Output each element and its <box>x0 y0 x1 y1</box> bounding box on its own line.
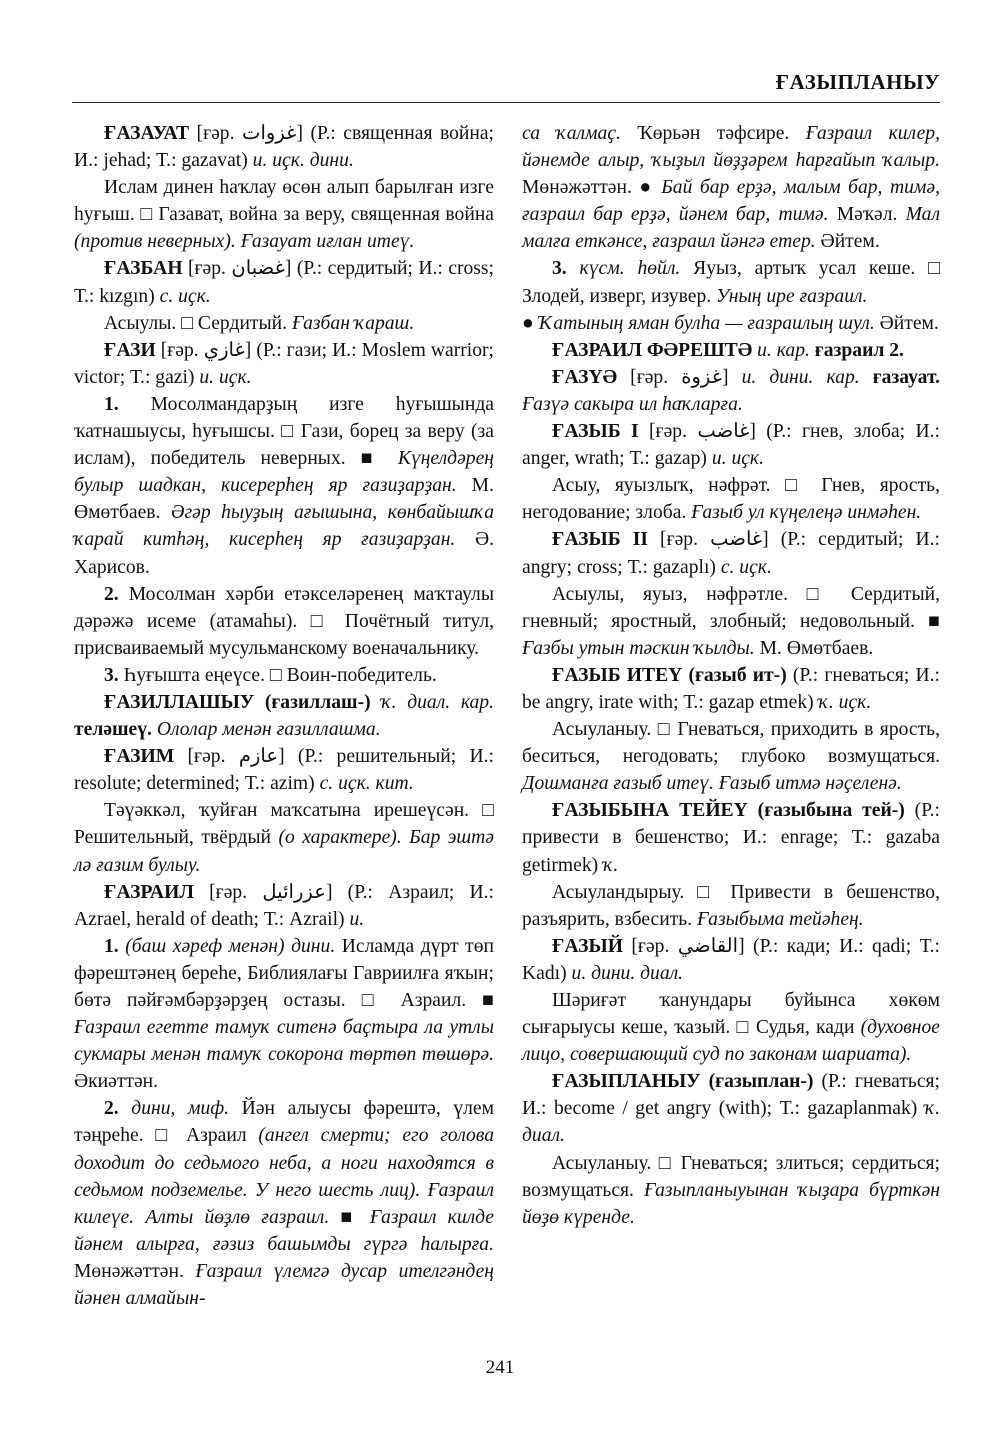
arabic-etymon: عزرائيل <box>262 881 326 903</box>
example: Әгәр һыуҙың ағышына, көнбайышҡа ҡарай китһәң, кисерһең яр ғазиҙарҙан. <box>74 502 494 551</box>
entry-gazrail-fereshte <box>522 337 940 364</box>
arabic-etymon: غاضب <box>697 421 750 443</box>
arabic-etymon: غاضب <box>710 529 763 551</box>
cross-reference: ғазауат. <box>859 366 940 388</box>
example: Күңелдәрең булыр шадкан, кисерерһең яр ғазиҙарҙан. <box>74 448 494 497</box>
headword: ҒАЗРАИЛ <box>104 881 194 903</box>
grammar-label: күсм. һөйл. <box>566 258 681 280</box>
entry-gazybyna-teyeu: ҒАЗЫБЫНА ТЕЙЕҮ (ғазыбына тей-) (Р.: привести в бешенство; И.: enrage; Т.: gazaba getirmek) ҡ. <box>522 800 940 876</box>
example: Ғазраил килер, йәнемде алыр, ҡыҙыл йөҙҙәрем һарғайып ҡалыр. <box>522 123 940 172</box>
example: Ғазраил егетте тамуҡ ситенә баҫтыра ла утлы сукмары менән тамуҡ сокорона төртөп төшөрә. <box>74 1017 494 1066</box>
grammar-label: и. иҫк. дини. <box>252 150 354 172</box>
cross-reference: ғазраил 2. <box>809 339 904 361</box>
sense-2: 2. Мосолман хәрби етәкселәренең маҡтаулы дәрәжә исеме (атамаһы). □ Почётный титул, присваиваемый мусульманскому военачальнику. <box>74 583 494 659</box>
square-bullet-icon: ■ <box>482 990 494 1011</box>
arabic-etymon: القاضي <box>677 935 739 957</box>
grammar-label: и. кар. <box>752 339 810 361</box>
entry-gazyplanyu: ҒАЗЫПЛАНЫУ (ғазыплан-) (Р.: гневаться; И.: become / get angry (with); Т.: gazaplanmak) ҡ. диал. <box>522 1071 940 1147</box>
right-column <box>522 120 940 1231</box>
arabic-etymon: غازي <box>203 339 245 361</box>
example: Бар эштә лә ғазим булыу. <box>74 827 494 876</box>
round-bullet-icon: ● <box>639 177 654 199</box>
headword: ҒАЗЫБЫНА ТЕЙЕҮ (ғазыбына тей-) <box>552 800 905 822</box>
definition: Асыуландырыу. □ Привести в бешенство, разъярить, взбесить. Ғазыбыма тейәһең. <box>522 881 940 930</box>
headword: ҒАЗЫПЛАНЫУ (ғазыплан-) <box>552 1071 814 1093</box>
entry-gazyb-2: ҒАЗЫБ II [ғәр. غاضب] (Р.: сердитый; И.: angry; cross; Т.: gazaplı) с. иҫк. <box>522 529 940 578</box>
source: Мөнәжәттән. <box>522 177 640 199</box>
sense-1: 1. Мосолмандарҙың изге һуғышында ҡатнашыусы, һуғышсы. □ Гази, борец за веру (за ислам), победитель неверных. ■ Күңелдәрең булыр шадкан, кисерерһең яр ғазиҙарҙан. М. Өмөтбаев. Әгәр һыуҙың ағышына, көнбайышҡа ҡарай китһәң, кисерһең яр ғазиҙарҙан. Ә. Харисов. <box>74 393 494 578</box>
square-bullet-icon: ■ <box>340 1206 359 1228</box>
definition: Шәриғәт ҡанундары буйынса хөкөм сығарыусы кеше, ҡазый. □ Судья, кади (духовное лицо, совершающий суд по законам шариата). <box>522 990 940 1066</box>
definition: Асыулы, яуыз, нәфрәтле. □ Сердитый, гневный; яростный, злобный; недовольный. ■ Ғазбы утын тәскин ҡылды. М. Өмөтбаев. <box>522 583 940 659</box>
example: Ғазыб ул күңелеңә инмәһен. <box>691 502 922 524</box>
headword: ҒАЗЫБ II <box>552 529 648 551</box>
headword: ҒАЗИ <box>104 339 156 361</box>
definition: Асыулы. □ Сердитый. Ғазбан ҡараш. <box>104 312 415 334</box>
square-bullet-icon: ■ <box>928 610 940 632</box>
sense-2: 2. дини, миф. Йән алыусы фәрештә, үлем тәңреһе. □ Азраил (ангел смерти; его голова доходит до седьмого неба, а ноги находятся в седьмом подземелье. У него шесть лиц). Ғазраил килеүе. Алты йөҙлө ғазраил. ■ Ғазраил килде йәнем алырға, ғәзиз башымды гүргә һалырға. Мөнәжәттән. Ғазраил үлемгә дусар ителгәндең йәнен алмайын- <box>74 1098 495 1310</box>
definition: Ислам динен һаҡлау өсөн алып барылған изге һуғыш. □ Газават, война за веру, священная война (против неверных). Ғазауат иғлан итеү. <box>74 177 494 253</box>
running-header <box>72 66 940 103</box>
example: Бай бар ерҙә, малым бар, тимә, ғазраил бар ерҙә, йәнем бар, тимә. <box>522 177 940 226</box>
cross-reference: теләшеү. <box>74 719 152 741</box>
entry-gazyy: ҒАЗЫЙ [ғәр. القاضي] (Р.: кади; И.: qadi; Т.: Kadı) и. дини. диал. <box>522 935 940 984</box>
entry-gazyb-1: ҒАЗЫБ I [ғәр. غاضب] (Р.: гнев, злоба; И.: anger, wrath; Т.: gazap) и. иҫк. <box>522 421 940 470</box>
arabic-etymon: غزوات <box>242 123 297 144</box>
example: Дошманға ғазыб итеү. Ғазыб итмә нәҫеленә. <box>522 773 902 795</box>
example: Ғазыпланыуынан ҡыҙара бүрткән йөҙө күренде. <box>522 1179 940 1228</box>
entry-gazrail: ҒАЗРАИЛ [ғәр. عزرائيل] (Р.: Азраил; И.: Azrael, herald of death; Т.: Azrail) и. <box>74 881 494 930</box>
grammar-label: и. <box>349 908 365 930</box>
round-bullet-icon: ● <box>522 312 534 334</box>
example: Ғазраил үлемгә дусар ителгәндең йәнен алмайын- <box>74 1260 494 1310</box>
arabic-etymon: غضبان <box>231 258 285 280</box>
headword: ҒАЗАУАТ <box>104 123 190 144</box>
entry-gazillashyu <box>74 689 494 743</box>
grammar-label: с. иҫк. кит. <box>319 773 414 795</box>
grammar-label: ҡ. иҫк. <box>818 691 872 713</box>
source: Әйтем. <box>815 231 880 253</box>
example: Мал малға еткәнсе, ғазраил йәнгә етер. <box>522 204 941 253</box>
source: Әкиәттән. <box>74 1071 159 1093</box>
entry-gazyb-iteu: ҒАЗЫБ ИТЕҮ (ғазыб ит-) (Р.: гневаться; И.: be angry, irate with; Т.: gazap etmek) ҡ. иҫк. <box>522 664 940 713</box>
running-head: ҒАЗЫПЛАНЫУ <box>775 70 940 94</box>
source: Ә. Харисов. <box>74 529 494 578</box>
headword: ҒАЗЫБ ИТЕҮ (ғазыб ит-) <box>552 664 787 686</box>
example: Ғазраил килде йәнем алырға, ғәзиз башымды гүргә һалырға. <box>74 1206 495 1255</box>
left-column <box>74 120 494 1312</box>
sense-3: 3. Һуғышта еңеүсе. □ Воин-победитель. <box>104 664 437 686</box>
example: Ғазраил килеүе. Алты йөҙлө ғазраил. <box>74 1179 495 1228</box>
example: Ололар менән ғазиллашма. <box>151 719 381 741</box>
grammar-label: ҡ. диал. кар. <box>370 691 494 713</box>
entry-gazban: ҒАЗБАН [ғәр. غضبان] (Р.: сердитый; И.: cross; Т.: kızgın) с. иҫк. <box>74 258 494 307</box>
definition: Тәүәккәл, ҡуйған маҡсатына ирешеүсән. □ Решительный, твёрдый (о характере). Бар эштә лә ғазим булыу. <box>74 800 494 876</box>
sense-3: 3. күсм. һөйл. Яуыз, артыҡ усал кеше. □ Злодей, изверг, изувер. Уның ире ғазраил. ● Ҡатының яман булһа — ғазраилың шул. Әйтем. <box>522 258 940 334</box>
arabic-etymon: غزوة <box>681 366 722 388</box>
example: Ғазауат иғлан итеү. <box>240 231 415 253</box>
entry-gazi: ҒАЗИ [ғәр. غازي] (Р.: гази; И.: Moslem warrior; victor; Т.: gazi) и. иҫк. <box>74 339 494 388</box>
grammar-label: ҡ. диал. <box>522 1098 940 1147</box>
example: Ғазбы утын тәскин ҡылды. <box>522 637 755 659</box>
grammar-label: с. иҫк. <box>720 556 772 578</box>
definition: Асыуланыу. □ Гневаться, приходить в ярость, беситься, негодовать; глубоко возмущаться. Дошманға ғазыб итеү. Ғазыб итмә нәҫеленә. <box>522 719 940 795</box>
example: Ғазбан ҡараш. <box>291 312 415 334</box>
grammar-label: и. дини. диал. <box>571 962 684 984</box>
headword: ҒАЗБАН <box>104 258 183 280</box>
entry-gazue: ҒАЗҮӘ [ғәр. غزوة] и. дини. кар. ғазауат. Ғазүә сакыра ил һаҡларға. <box>522 366 940 415</box>
example: Ғазүә сакыра ил һаҡларға. <box>522 393 743 415</box>
example: Уның ире ғазраил. <box>716 285 868 307</box>
arabic-etymon: عازم <box>238 746 279 768</box>
example: са ҡалмаҫ. <box>522 123 621 144</box>
grammar-label: с. иҫк. <box>159 285 211 307</box>
grammar-label: и. иҫк. <box>711 448 764 470</box>
source: М. Өмөтбаев. <box>74 475 494 524</box>
grammar-label: ҡ. <box>603 854 619 876</box>
example: Ҡатының яман булһа — ғазраилың шул. <box>533 312 875 334</box>
source: М. Өмөтбаев. <box>754 637 874 659</box>
headword: ҒАЗИЛЛАШЫУ (ғазиллаш-) <box>104 691 371 713</box>
entry-gazim: ҒАЗИМ [ғәр. عازم] (Р.: решительный; И.: resolute; determined; Т.: azim) с. иҫк. кит. <box>74 746 494 795</box>
entry-gazauat: ҒАЗАУАТ [ғәр. غزوات] (Р.: священная война; И.: jehad; Т.: gazavat) и. иҫк. дини. <box>74 123 494 172</box>
source: Ҡөрьән тәфсире. <box>620 123 806 144</box>
headword: ҒАЗИМ <box>104 746 175 768</box>
page-number: 241 <box>485 1357 515 1378</box>
headword: ҒАЗЫЙ <box>552 935 623 957</box>
square-bullet-icon: ■ <box>360 448 383 470</box>
sense-1: 1. (баш хәреф менән) дини. Исламда дүрт төп фәрештәнең береһе, Библиялағы Гавриилға яҡын; бөтә пәйғәмбәрҙәрҙең остазы. □ Азраил. ■ Ғазраил егетте тамуҡ ситенә баҫтыра ла утлы сукмары менән тамуҡ сокорона төртөп төшөрә. Әкиәттән. <box>74 935 495 1093</box>
grammar-label: и. иҫк. <box>199 366 252 388</box>
source: Әйтем. <box>874 312 939 334</box>
source: Мәҡәл. <box>828 204 906 226</box>
headword: ҒАЗЫБ I <box>552 421 639 443</box>
source: Мөнәжәттән. <box>74 1260 196 1282</box>
headword: ҒАЗҮӘ <box>552 366 618 388</box>
grammar-label: и. дини. кар. <box>741 366 860 388</box>
example: Ғазыбыма тейәһең. <box>697 908 864 930</box>
definition: Асыуланыу. □ Гневаться; злиться; сердиться; возмущаться. Ғазыпланыуынан ҡыҙара бүрткән йөҙө күренде. <box>522 1152 940 1228</box>
continuation <box>522 120 940 255</box>
headword: ҒАЗРАИЛ ФӘРЕШТӘ <box>552 339 753 361</box>
definition: Асыу, яуызлыҡ, нәфрәт. □ Гнев, ярость, негодование; злоба. Ғазыб ул күңелеңә инмәһен. <box>522 475 940 524</box>
